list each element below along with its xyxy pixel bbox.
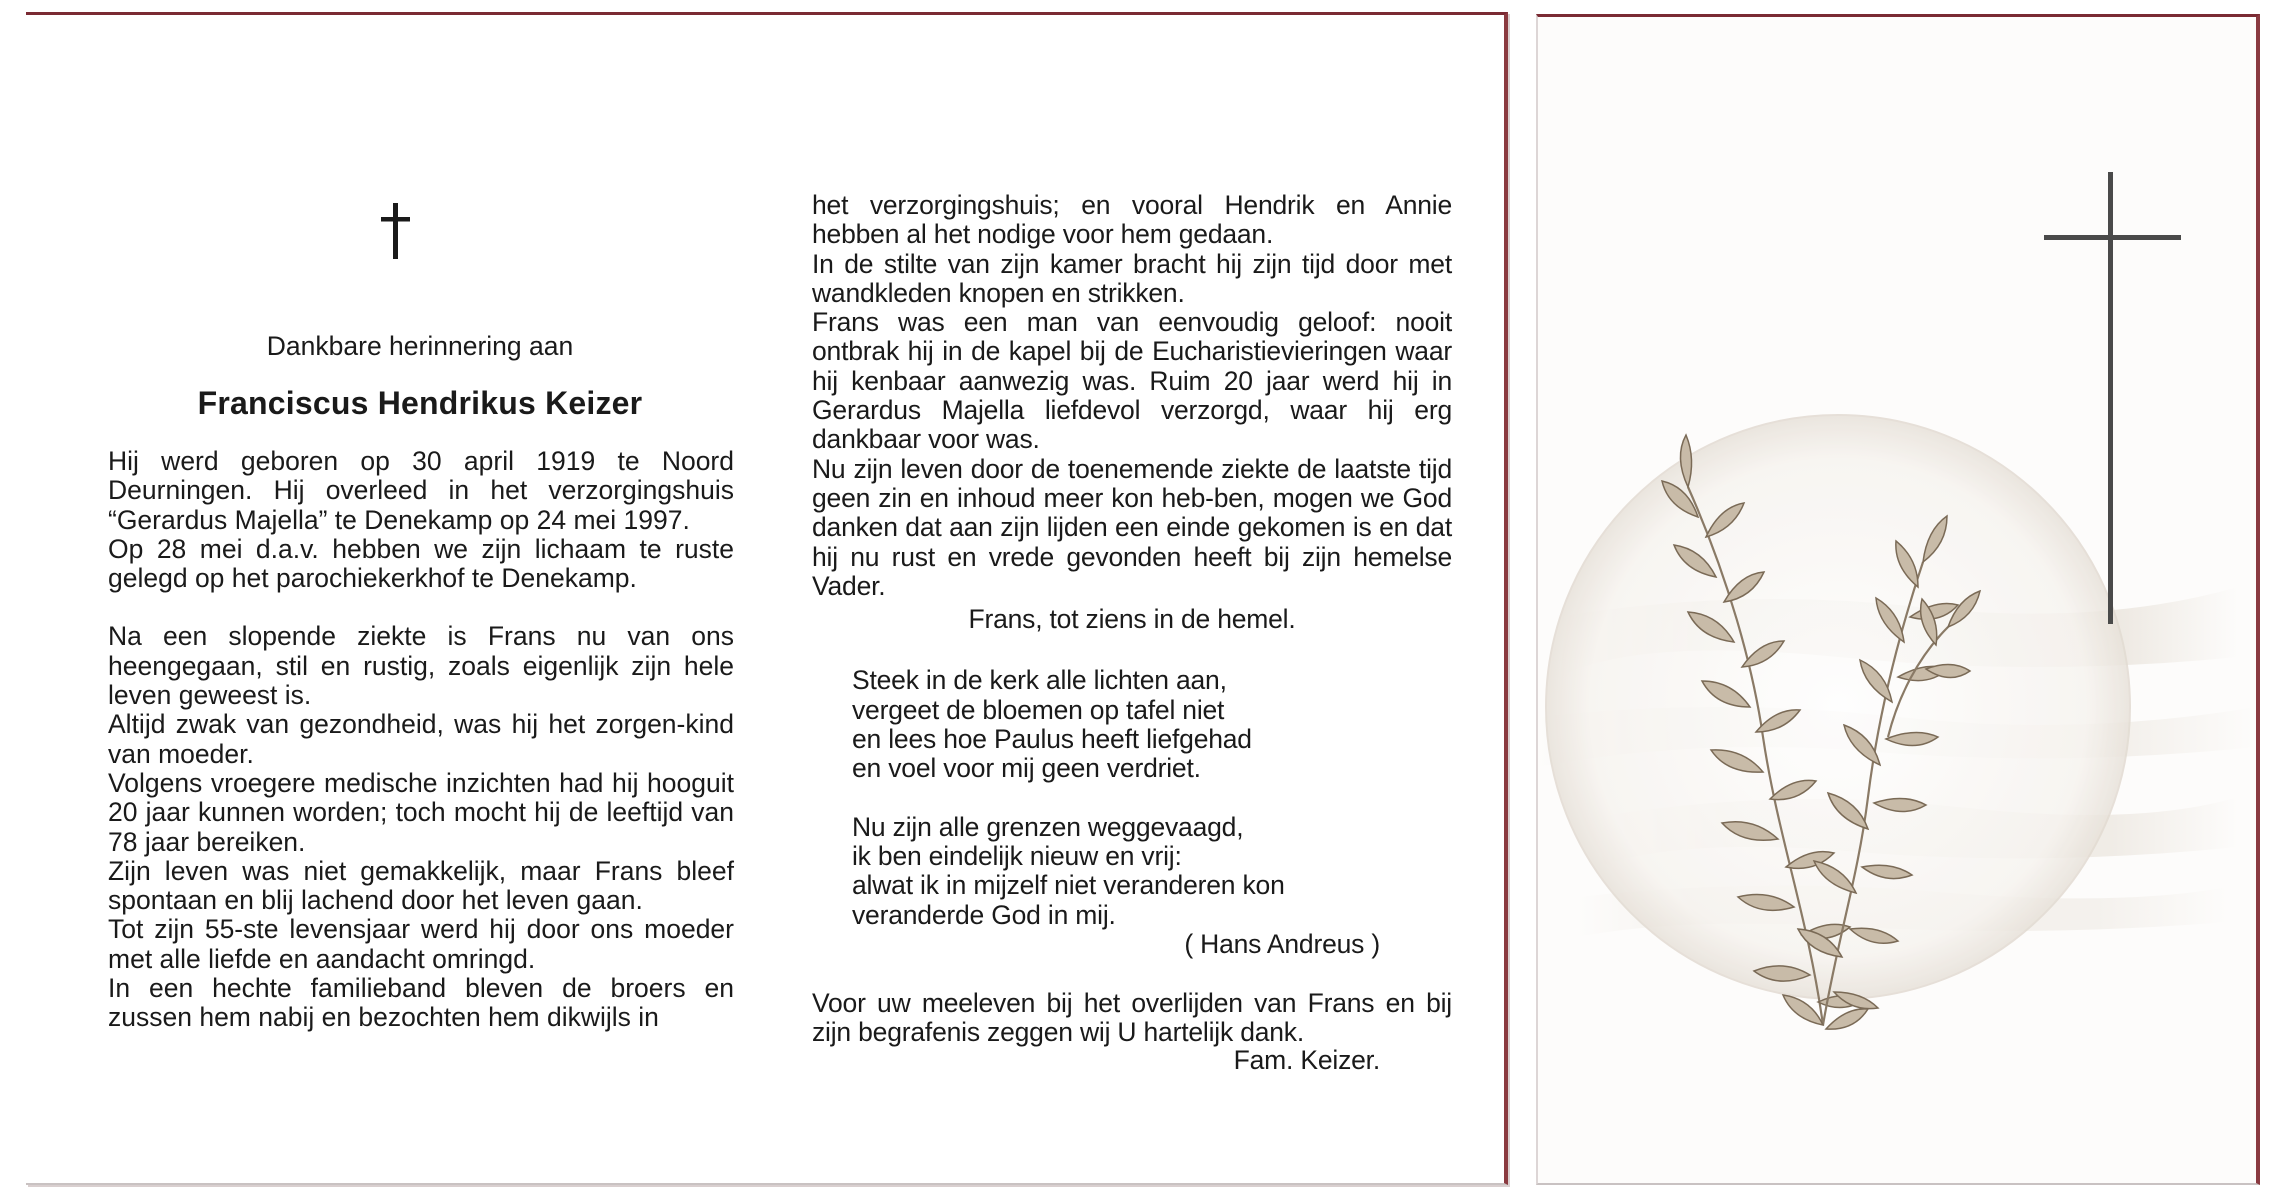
poem-author: ( Hans Andreus ): [1184, 928, 1380, 959]
biography-paragraph-1: Hij werd geboren op 30 april 1919 te Noord Deurningen. Hij overleed in het verzorgingshuis “Gerardus Majella” te Denekamp op 24 mei 1997. Op 28 mei d.a.v. hebben we zijn lichaam te ruste gelegd op het parochiekerkhof te Denekamp.: [108, 446, 734, 594]
poem-stanza-2: Nu zijn alle grenzen weggevaagd, ik ben eindelijk nieuw en vrij: alwat ik in mijzelf niet veranderen kon veranderde God in mij.: [852, 811, 1285, 930]
family-signature: Fam. Keizer.: [1233, 1044, 1380, 1075]
deceased-name: Franciscus Hendrikus Keizer: [197, 385, 643, 421]
biography-continuation: het verzorgingshuis; en vooral Hendrik en Annie hebben al het nodige voor hem gedaan. In de stilte van zijn kamer bracht hij zijn tijd door met wandkleden knopen en strikken. Frans was een man van eenvoudig geloof: nooit ontbrak hij in de kapel bij de Eucharistievieringen waar hij kenbaar aanwezig was. Ruim 20 jaar werd hij in Gerardus Majella liefdevol verzorgd, waar hij erg dankbaar voor was. Nu zijn leven door de toenemende ziekte de laatste tijd geen zin en inhoud meer kon heb-ben, mogen we God danken dat aan zijn lijden een einde gekomen is en dat hij nu rust en vrede gevonden heeft bij zijn hemelse Vader.: [812, 190, 1452, 601]
farewell-line: Frans, tot ziens in de hemel.: [968, 604, 1296, 635]
poem-stanza-1: Steek in de kerk alle lichten aan, vergeet de bloemen op tafel niet en lees hoe Paulus heeft liefgehad en voel voor mij geen verdriet.: [852, 665, 1252, 784]
biography-right-column: [812, 191, 1452, 1075]
cross-icon: [378, 203, 414, 259]
moon-circle: [1546, 415, 2130, 999]
biography-paragraph-2: Na een slopende ziekte is Frans nu van ons heengegaan, stil en rustig, zoals eigenlijk zijn hele leven geweest is. Altijd zwak van gezondheid, was hij het zorgen-kind van moeder. Volgens vroegere medische inzichten had hij hooguit 20 jaar kunnen worden; toch mocht hij de leeftijd van 78 jaar bereiken. Zijn leven was niet gemakkelijk, maar Frans bleef spontaan en blij lachend door het leven gaan. Tot zijn 55-ste levensjaar werd hij door ons moeder met alle liefde en aandacht omringd. In een hechte familieband bleven de broers en zussen hem nabij en bezochten hem dikwijls in: [108, 621, 734, 1033]
memorial-card-inner: [26, 12, 1508, 1185]
biography-left-column: [108, 447, 734, 1033]
thanks-paragraph: Voor uw meeleven bij het overlijden van Frans en bij zijn begrafenis zeggen wij U hartelijk dank.: [812, 988, 1452, 1048]
memorial-heading: Dankbare herinnering aan: [266, 331, 574, 361]
front-cover-illustration: [1538, 17, 2256, 1183]
memorial-card-front: [1536, 14, 2260, 1185]
